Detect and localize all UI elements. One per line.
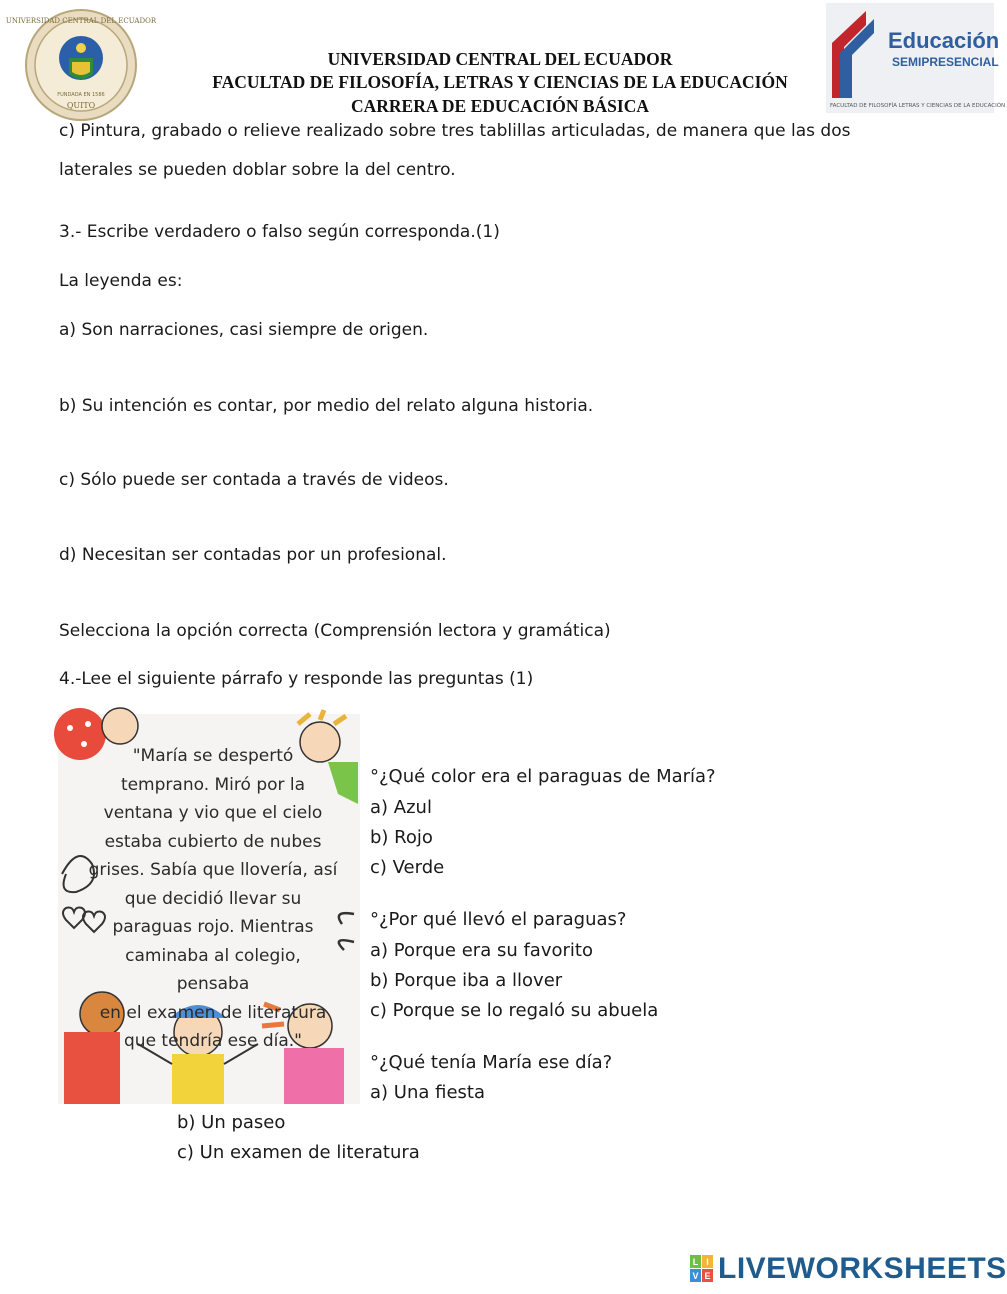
story-line: estaba cubierto de nubes (104, 831, 322, 852)
item-c-line2: laterales se pueden doblar sobre la del centro. (59, 160, 456, 180)
question-2-option-a[interactable]: a) Porque era su favorito (370, 940, 593, 961)
university-seal-logo (5, 8, 157, 122)
liveworksheets-brand: LIVEWORKSHEETS (718, 1252, 1007, 1285)
story-line: paraguas rojo. Mientras (112, 917, 314, 937)
item-c-line1: c) Pintura, grabado o relieve realizado sobre tres tablillas articuladas, de manera que las dos (59, 121, 851, 141)
story-line: en el examen de literatura (99, 1002, 327, 1023)
header-university: UNIVERSIDAD CENTRAL DEL ECUADOR (327, 49, 673, 69)
heart-icon (63, 908, 85, 929)
section3-option-a: a) Son narraciones, casi siempre de origen. (59, 320, 429, 340)
story-illustration (58, 714, 360, 1104)
question-1-option-c[interactable]: c) Verde (370, 857, 445, 878)
question-2-option-b[interactable]: b) Porque iba a llover (370, 970, 563, 991)
section4-title: 4.-Lee el siguiente párrafo y responde las preguntas (1) (59, 669, 534, 689)
select-heading: Selecciona la opción correcta (Comprensión lectora y gramática) (59, 621, 611, 641)
logo-title: Educación (888, 28, 1000, 53)
section3-option-c: c) Sólo puede ser contada a través de videos. (59, 470, 449, 490)
question-1-option-b[interactable]: b) Rojo (370, 827, 433, 848)
story-line: "María se despertó (132, 746, 294, 766)
question-2-option-c[interactable]: c) Porque se lo regaló su abuela (370, 1000, 659, 1021)
story-line: que tendría ese día." (124, 1031, 302, 1051)
liveworksheets-icon-letter: I (706, 1257, 709, 1267)
seal-text-small: FUNDADA EN 1586 (57, 92, 105, 98)
seal-text-bottom: QUITO (66, 101, 96, 110)
liveworksheets-icon-letter: E (704, 1271, 711, 1281)
header-faculty: FACULTAD DE FILOSOFÍA, LETRAS Y CIENCIAS DE LA EDUCACIÓN (212, 72, 788, 92)
section3-title: 3.- Escribe verdadero o falso según corresponda.(1) (59, 222, 500, 242)
logo-caption: FACULTAD DE FILOSOFÍA LETRAS Y CIENCIAS DE LA EDUCACIÓN (830, 103, 1006, 109)
question-3-option-a[interactable]: a) Una fiesta (370, 1082, 485, 1103)
liveworksheets-logo (690, 1252, 1007, 1286)
question-3: °¿Qué tenía María ese día? (370, 1052, 613, 1073)
question-3-option-b[interactable]: b) Un paseo (177, 1112, 286, 1133)
liveworksheets-icon-letter: L (692, 1257, 699, 1267)
story-line: caminaba al colegio, pensaba (125, 945, 301, 994)
section3-intro: La leyenda es: (59, 271, 183, 291)
question-1: °¿Qué color era el paraguas de María? (370, 766, 716, 787)
story-line: que decidió llevar su (124, 888, 302, 909)
seal-text-top: UNIVERSIDAD CENTRAL DEL ECUADOR (5, 17, 157, 25)
story-line: grises. Sabía que llovería, así (88, 860, 338, 880)
story-text (88, 742, 338, 1056)
question-1-option-a[interactable]: a) Azul (370, 797, 432, 818)
liveworksheets-icon (690, 1255, 714, 1283)
header-career: CARRERA DE EDUCACIÓN BÁSICA (350, 96, 650, 116)
liveworksheets-icon-letter: V (692, 1271, 699, 1281)
story-line: temprano. Miró por la (120, 774, 306, 795)
section3-option-d: d) Necesitan ser contadas por un profesional. (59, 545, 447, 565)
section3-option-b: b) Su intención es contar, por medio del relato alguna historia. (59, 396, 594, 416)
question-2: °¿Por qué llevó el paraguas? (370, 909, 627, 930)
logo-subtitle: SEMIPRESENCIAL (892, 55, 999, 69)
story-line: ventana y vio que el cielo (103, 803, 323, 823)
question-3-option-c[interactable]: c) Un examen de literatura (177, 1142, 420, 1163)
educacion-semipresencial-logo (826, 3, 1006, 113)
